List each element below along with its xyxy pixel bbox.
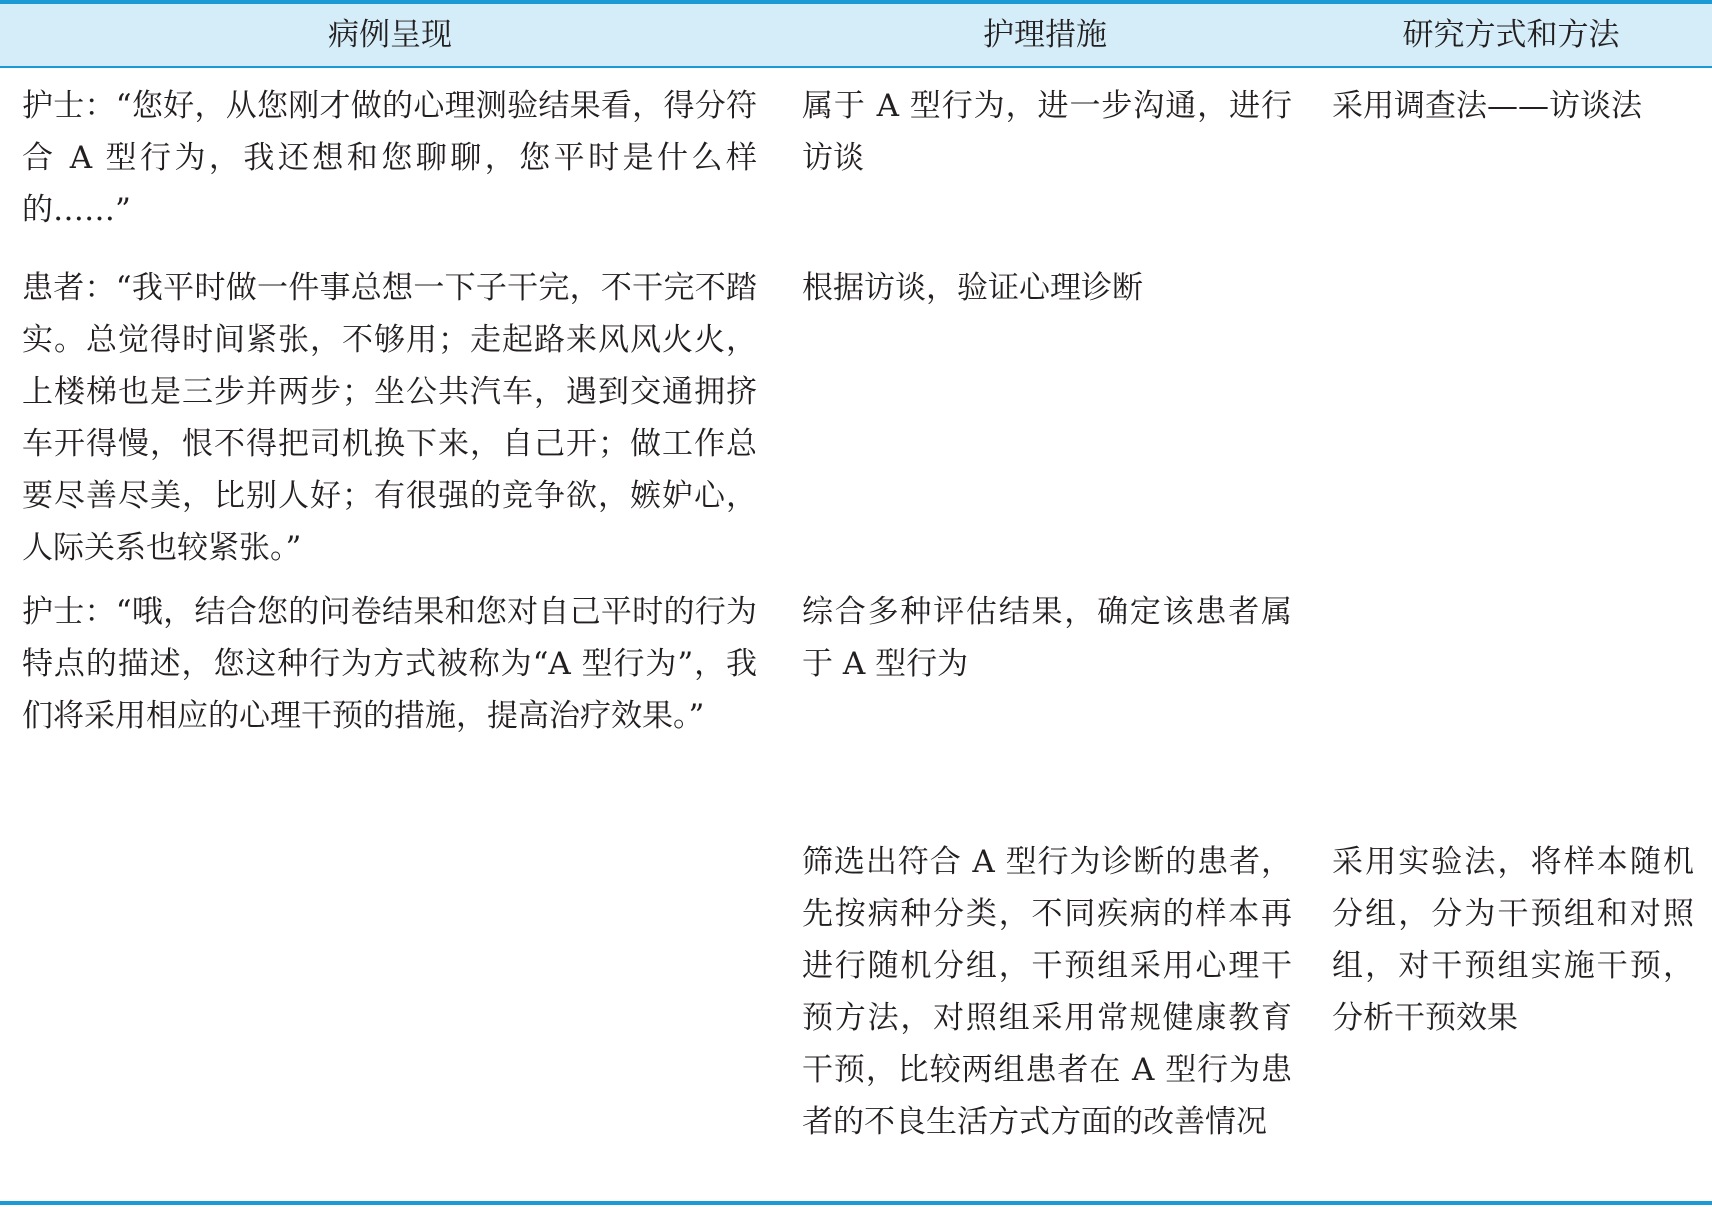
table-header-rule — [0, 66, 1712, 68]
row2-nursing-cell: 根据访谈，验证心理诊断 — [802, 270, 1143, 306]
row1-method-cell: 采用调查法——访谈法 — [1332, 88, 1642, 124]
header-case-presentation: 病例呈现 — [328, 17, 452, 53]
row1-case-cell: 护士：“您好，从您刚才做的心理测验结果看，得分符合 A 型行为，我还想和您聊聊，您平时是什么样的……” — [22, 88, 757, 228]
table-bottom-rule — [0, 1201, 1712, 1205]
row3-nursing-cell: 综合多种评估结果，确定该患者属于 A 型行为 — [802, 594, 1292, 682]
header-nursing-measures: 护理措施 — [983, 17, 1107, 53]
row2-case-cell: 患者：“我平时做一件事总想一下子干完，不干完不踏实。总觉得时间紧张，不够用；走起路来风风火火，上楼梯也是三步并两步；坐公共汽车，遇到交通拥挤车开得慢，恨不得把司机换下来，自己开；做工作总要尽善尽美，比别人好；有很强的竞争欲，嫉妒心，人际关系也较紧张。” — [22, 270, 757, 566]
row1-nursing-cell: 属于 A 型行为，进一步沟通，进行访谈 — [802, 88, 1292, 176]
header-research-method: 研究方式和方法 — [1402, 17, 1620, 53]
row4-nursing-cell: 筛选出符合 A 型行为诊断的患者，先按病种分类，不同疾病的样本再进行随机分组，干预组采用心理干预方法，对照组采用常规健康教育干预，比较两组患者在 A 型行为患者的不良生活方式方面的改善情况 — [802, 844, 1292, 1140]
row4-method-cell: 采用实验法，将样本随机分组，分为干预组和对照组，对干预组实施干预，分析干预效果 — [1332, 844, 1694, 1036]
row3-case-cell: 护士：“哦，结合您的问卷结果和您对自己平时的行为特点的描述，您这种行为方式被称为“A 型行为”，我们将采用相应的心理干预的措施，提高治疗效果。” — [22, 594, 757, 734]
